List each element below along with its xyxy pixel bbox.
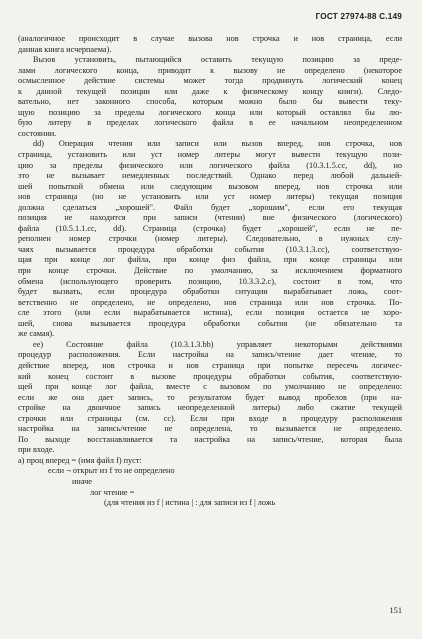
text-line-4: лами логического конца, приводит к вызову не определено (некоторое: [18, 65, 402, 75]
text-line-14: это не вызывает немедленных последствий. Однако перед любой дальней-: [18, 171, 402, 181]
text-line-16: нов страница (но не установить или уст номер литеры) текущая позиция: [18, 192, 402, 202]
text-line-23: при конце строчки. Действие по умолчанию, за исключением форматного: [18, 266, 402, 276]
text-line-33: кий конец состоит в вызове процедуры обработки события, соответствую-: [18, 371, 402, 381]
text-line-22: щая при конце лог файла, при конце физ файла, при конце страницы или: [18, 255, 402, 265]
text-line-31: процедур расположения. Если настройка на запись/чтение дает чтение, то: [18, 350, 402, 360]
code-line-3: иначе: [72, 476, 92, 486]
text-line-2: данная книга исчерпаема).: [18, 44, 112, 54]
text-line-27: сле этого (или если вырабатывается истина), если позиция остается не хоро-: [18, 308, 402, 318]
text-line-34: щей при конце лог файла, вместе с вызовом по умолчанию не определено:: [18, 382, 402, 392]
text-line-6: к данной текущей позиции или даже к физическому концу книги). Следо-: [18, 86, 402, 96]
code-line-2: если ¬ открыт из f то не определено: [48, 466, 175, 476]
text-line-9: бую литеру в пределах логического файла в ее начальном неопределенном: [18, 118, 402, 128]
page-number: 151: [389, 606, 402, 615]
text-line-17: должна сделаться „хорошей". Файл будет „хорошим", если его текущая: [18, 202, 402, 212]
text-line-8: щую позицию за пределы логического конца или который оставлял бы лю-: [18, 107, 402, 117]
code-line-4: лог чтение =: [90, 487, 135, 497]
text-line-20: реполнен номер строчки (номер литеры). Следовательно, в нужных слу-: [18, 234, 402, 244]
text-line-19: файла (10.5.1.1.cc, dd). Страница (строчка) будет „хорошей", если не пе-: [18, 223, 402, 233]
text-line-13: цию за пределы физического или логического файла (10.3.1.5.cc, dd), но: [18, 160, 402, 170]
code-line-1: а) проц вперед = (имя файл f) пуст:: [18, 455, 142, 465]
text-line-7: вательно, нет законного способа, которым можно было бы вывести теку-: [18, 97, 402, 107]
code-line-5: (для чтения из f | истина | : для записи из f | ложь: [104, 498, 276, 508]
text-line-38: настройка на запись/чтение не определена, то вызывается не определено.: [18, 424, 402, 434]
text-line-1: (аналогичное происходит в случае вызова нов строчка и нов страница, если: [18, 34, 402, 43]
text-line-10: состоянии.: [18, 128, 57, 138]
text-line-15: шей попыткой обмена или следующим вызовом вперед, нов строчка или: [18, 181, 402, 191]
text-line-18: позиция не находится при записи (чтении) вне физического (логического): [18, 213, 402, 223]
text-line-40: при входе.: [18, 445, 55, 455]
text-line-28: шей, снова вызывается процедура обработки события (не обязательно та: [18, 318, 402, 328]
text-line-29: же самая).: [18, 329, 55, 339]
text-line-36: стройке на двоичное запись неопределенной литеры) либо сжатие текущей: [18, 403, 402, 413]
text-line-24: обмена (использующего проверить позицию, 10.3.3.2.c), состоит в том, что: [18, 276, 402, 286]
text-line-35: если же она дает запись, то результатом будет вывод пробелов (при на-: [18, 392, 402, 402]
text-line-21: чаях вызывается процедура обработки события (10.3.1.3.cc), соответствую-: [18, 244, 402, 254]
text-line-25: будет вызвать, если процедура обработки ситуации вырабатывает ложь, соот-: [18, 287, 402, 297]
page-header: ГОСТ 27974-88 С.149: [315, 12, 402, 21]
text-line-3: Вызов установить, пытающийся оставить текущую позицию за преде-: [33, 55, 402, 65]
text-line-30: ee) Состояние файла (10.3.1.3.bb) управляет некоторыми действиями: [33, 339, 402, 349]
text-line-37: строчки или страницы (см. cc). Если при входе в процедуру расположения: [18, 413, 402, 423]
text-line-32: действие вперед, нов строчка и нов страница при попытке пересечь логичес-: [18, 360, 402, 370]
document-text: [18, 34, 402, 509]
text-line-12: страница, установить или уст номер литеры могут вывести текущую пози-: [18, 150, 402, 160]
text-line-11: dd) Операция чтения или записи или вызов вперед, нов строчка, нов: [33, 139, 402, 149]
text-line-5: осмысленное действие системы может тогда продвинуть логический конец: [18, 76, 402, 86]
text-line-26: ветственно не определено, не определено, нов страница или нов строчка. По-: [18, 297, 402, 307]
text-line-39: По выходе восстанавливается та настройка на запись/чтение, которая была: [18, 434, 402, 444]
